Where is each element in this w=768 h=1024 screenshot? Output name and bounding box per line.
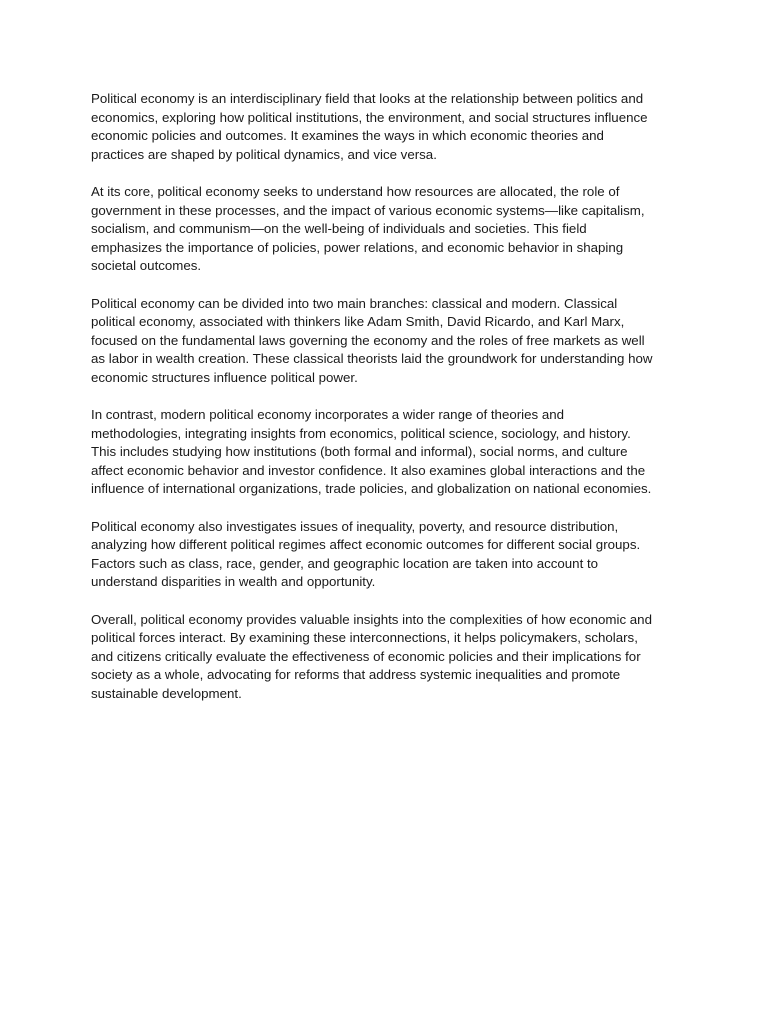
paragraph-line: economic policies and outcomes. It examines the ways in which economic theories and	[91, 128, 604, 144]
paragraph-line: economic structures influence political power.	[91, 369, 358, 385]
paragraph-line: affect economic behavior and investor confidence. It also examines global interactions and the	[91, 462, 646, 478]
paragraph-line: understand disparities in wealth and opportunity.	[91, 574, 376, 590]
paragraph-line: political forces interact. By examining these interconnections, it helps policymakers, scholars,	[91, 630, 638, 646]
paragraph-line: At its core, political economy seeks to understand how resources are allocated, the role of	[91, 183, 620, 199]
paragraph-line: societal outcomes.	[91, 258, 202, 274]
paragraph-line: and citizens critically evaluate the effectiveness of economic policies and their implications for	[91, 648, 641, 664]
paragraph-6	[91, 611, 691, 704]
paragraph-line: economics, exploring how political institutions, the environment, and social structures influence	[91, 109, 648, 125]
paragraph-line: Political economy can be divided into two main branches: classical and modern. Classical	[91, 295, 618, 311]
paragraph-line: Overall, political economy provides valuable insights into the complexities of how economic and	[91, 611, 652, 627]
paragraph-line: socialism, and communism—on the well-being of individuals and societies. This field	[91, 221, 587, 237]
paragraph-line: emphasizes the importance of policies, power relations, and economic behavior in shaping	[91, 239, 624, 255]
paragraph-5	[91, 518, 691, 592]
paragraph-line: political economy, associated with thinkers like Adam Smith, David Ricardo, and Karl Marx,	[91, 314, 625, 330]
paragraph-line: focused on the fundamental laws governing the economy and the roles of free markets as well	[91, 332, 645, 348]
paragraph-1	[91, 90, 691, 164]
paragraph-line: sustainable development.	[91, 686, 242, 701]
paragraph-line: government in these processes, and the impact of various economic systems—like capitalism,	[91, 202, 645, 218]
paragraph-line: society as a whole, advocating for reforms that address systemic inequalities and promote	[91, 667, 621, 683]
paragraph-line: Political economy also investigates issues of inequality, poverty, and resource distribution,	[91, 518, 619, 534]
paragraph-line: analyzing how different political regimes affect economic outcomes for different social groups.	[91, 537, 641, 553]
paragraph-2	[91, 183, 691, 276]
document-body	[91, 90, 691, 722]
paragraph-line: methodologies, integrating insights from economics, political science, sociology, and history.	[91, 425, 631, 441]
paragraph-line: In contrast, modern political economy incorporates a wider range of theories and	[91, 407, 565, 423]
paragraph-line: influence of international organizations, trade policies, and globalization on national economies.	[91, 481, 652, 497]
paragraph-4	[91, 406, 691, 499]
paragraph-3	[91, 295, 691, 388]
paragraph-line: as labor in wealth creation. These classical theorists laid the groundwork for understanding how	[91, 351, 653, 367]
paragraph-line: Factors such as class, race, gender, and geographic location are taken into account to	[91, 555, 599, 571]
paragraph-line: practices are shaped by political dynamics, and vice versa.	[91, 146, 437, 162]
paragraph-line: Political economy is an interdisciplinary field that looks at the relationship between politics and	[91, 91, 644, 106]
paragraph-line: This includes studying how institutions (both formal and informal), social norms, and culture	[91, 444, 628, 460]
